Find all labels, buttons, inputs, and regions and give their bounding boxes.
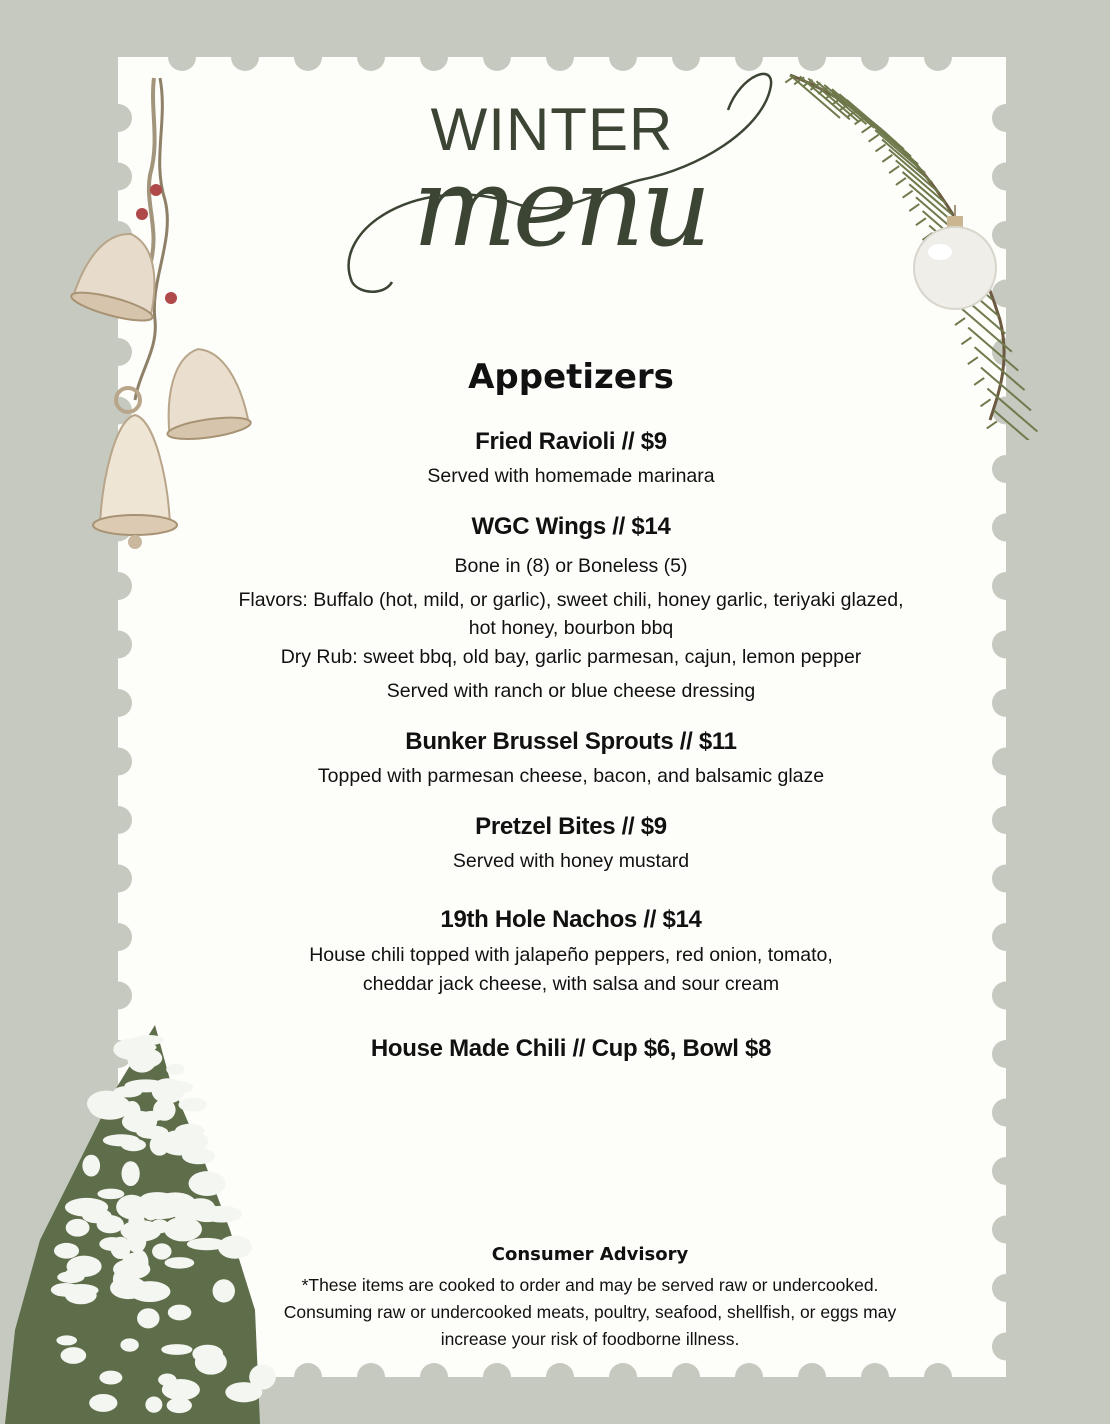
advisory-line: Consuming raw or undercooked meats, poultry, seafood, shellfish, or eggs may xyxy=(283,1302,897,1322)
menu-item-title: Bunker Brussel Sprouts // $11 xyxy=(405,728,737,755)
advisory-line: *These items are cooked to order and may be served raw or undercooked. xyxy=(301,1275,879,1295)
menu-item-description: Served with honey mustard xyxy=(452,850,690,872)
menu-item-title: Pretzel Bites // $9 xyxy=(475,813,667,840)
title-winter: WINTER xyxy=(430,96,674,163)
menu-item-title: Fried Ravioli // $9 xyxy=(475,428,667,455)
menu-item-description: Bone in (8) or Boneless (5) xyxy=(454,555,688,577)
section-title: Appetizers xyxy=(468,357,674,397)
menu-item-description: Topped with parmesan cheese, bacon, and balsamic glaze xyxy=(317,765,825,787)
menu-item-description: cheddar jack cheese, with salsa and sour cream xyxy=(362,973,780,995)
title-menu-script: menu xyxy=(412,143,708,271)
menu-item-description: Served with ranch or blue cheese dressing xyxy=(386,680,756,702)
snowy-tree-icon xyxy=(0,0,300,1424)
menu-item-title: 19th Hole Nachos // $14 xyxy=(440,906,702,933)
menu-item-title: WGC Wings // $14 xyxy=(471,513,671,540)
menu-item-description: Dry Rub: sweet bbq, old bay, garlic parmesan, cajun, lemon pepper xyxy=(280,646,862,668)
menu-item-description: House chili topped with jalapeño peppers, red onion, tomato, xyxy=(309,944,833,966)
advisory-line: increase your risk of foodborne illness. xyxy=(440,1329,740,1349)
menu-item-description: hot honey, bourbon bbq xyxy=(468,617,674,639)
menu-item-description: Served with homemade marinara xyxy=(427,465,715,487)
menu-item-description: Flavors: Buffalo (hot, mild, or garlic), sweet chili, honey garlic, teriyaki glazed, xyxy=(238,589,904,611)
advisory-title: Consumer Advisory xyxy=(491,1244,689,1265)
menu-item-title: House Made Chili // Cup $6, Bowl $8 xyxy=(370,1035,772,1062)
ornament-icon xyxy=(914,216,996,309)
